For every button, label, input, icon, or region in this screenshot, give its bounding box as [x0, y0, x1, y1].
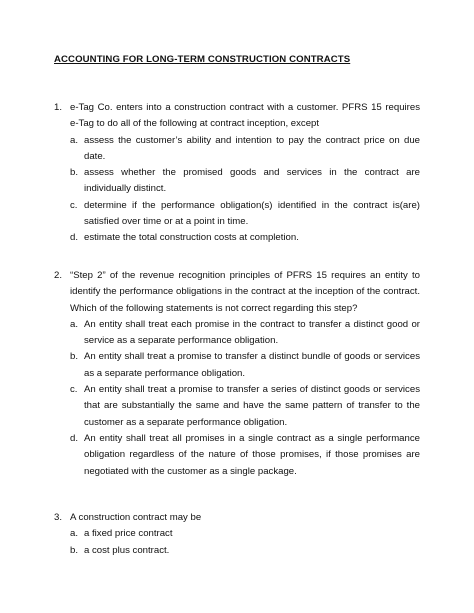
option-a: [70, 317, 420, 350]
option-b: [70, 543, 420, 559]
answer-options: [70, 317, 420, 480]
option-letter: c.: [70, 199, 78, 211]
option-letter: a.: [70, 528, 79, 540]
option-b: [70, 349, 420, 382]
option-letter: b.: [70, 351, 79, 363]
option-text: determine if the performance obligation(s) identified in the contract is(are) satisfied over time or at a point in time.: [84, 199, 420, 228]
question-number: 3.: [54, 512, 63, 523]
option-c: [70, 382, 420, 431]
question-number: 2.: [54, 270, 63, 281]
document-title: ACCOUNTING FOR LONG-TERM CONSTRUCTION CONTRACTS: [54, 54, 351, 65]
answer-options: [70, 526, 420, 559]
option-b: [70, 165, 420, 198]
option-text: a fixed price contract: [84, 528, 173, 540]
option-c: [70, 198, 420, 231]
option-letter: a.: [70, 134, 79, 146]
option-letter: b.: [70, 544, 79, 556]
option-letter: b.: [70, 167, 79, 179]
option-a: [70, 133, 420, 166]
option-letter: d.: [70, 432, 79, 444]
option-d: [70, 230, 420, 246]
option-text: assess whether the promised goods and services in the contract are individually distinct.: [84, 167, 420, 195]
option-text: An entity shall treat a promise to transfer a series of distinct goods or services that are substantially the same and have the same pattern of transfer to the customer as a separate performance obligation.: [84, 384, 420, 428]
question-text: e-Tag Co. enters into a construction contract with a customer. PFRS 15 requires e-Tag to do all of the following at contract inception, except: [70, 102, 420, 130]
option-text: An entity shall treat each promise in the contract to transfer a distinct good or service as a separate performance obligation.: [84, 318, 420, 347]
option-text: assess the customer’s ability and intention to pay the contract price on due date.: [84, 134, 420, 162]
option-text: An entity shall treat all promises in a single contract as a single performance obligation regardless of the nature of those promises, if those promises are negotiated with the customer as a single package.: [84, 432, 420, 477]
option-text: a cost plus contract.: [84, 544, 170, 556]
option-text: estimate the total construction costs at completion.: [84, 232, 299, 244]
question-number: 1.: [54, 102, 63, 113]
question-stem: [54, 100, 420, 133]
option-letter: d.: [70, 232, 79, 244]
question-text: “Step 2” of the revenue recognition principles of PFRS 15 requires an entity to identify the performance obligations in the contract at the inception of the contract. Which of the following statements is not correct regarding this step?: [70, 270, 420, 314]
question-text: A construction contract may be: [70, 512, 202, 523]
option-text: An entity shall treat a promise to transfer a distinct bundle of goods or services as a separate performance obligation.: [84, 351, 420, 379]
option-a: [70, 526, 420, 542]
question-stem: [54, 268, 420, 317]
question-2: [54, 268, 420, 480]
question-stem: [54, 510, 420, 526]
option-letter: c.: [70, 384, 78, 396]
answer-options: [70, 133, 420, 247]
question-3: [54, 510, 420, 559]
option-letter: a.: [70, 318, 79, 330]
option-d: [70, 431, 420, 480]
question-1: [54, 100, 420, 247]
